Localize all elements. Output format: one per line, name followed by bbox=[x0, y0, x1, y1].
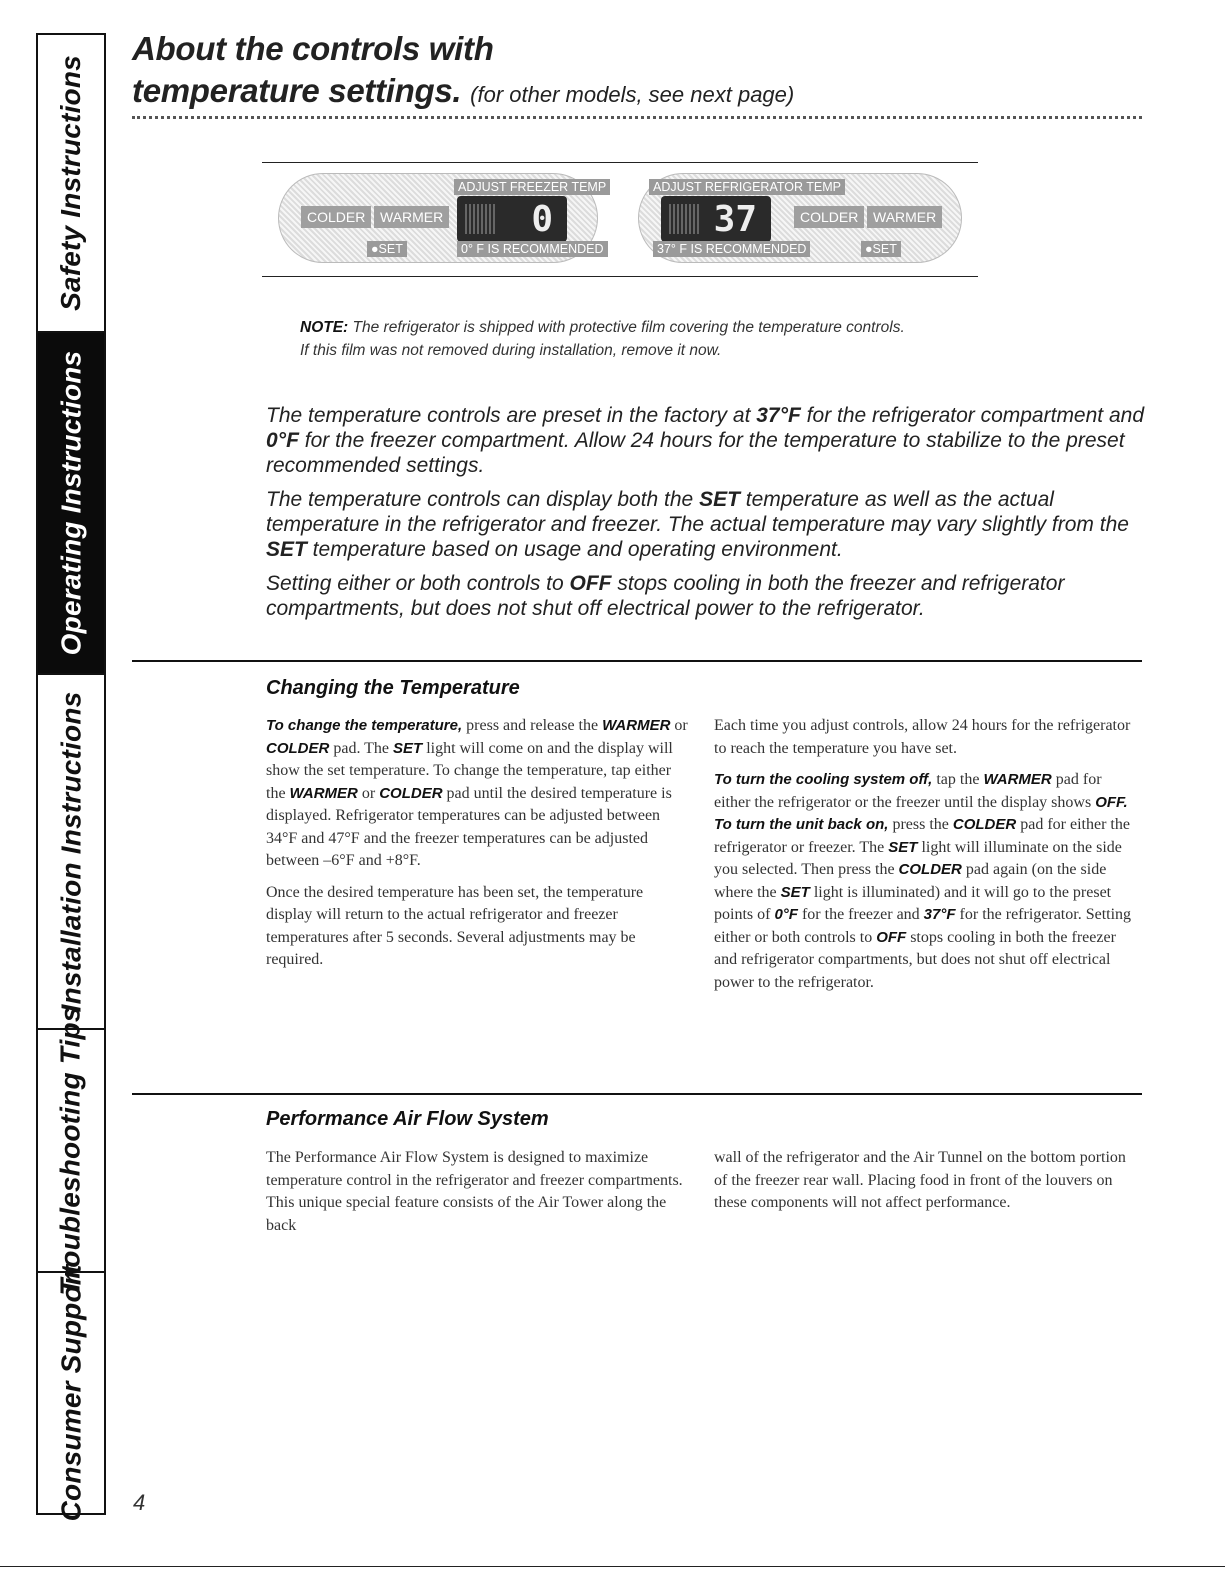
changing-paragraph bbox=[266, 882, 690, 972]
changing-paragraph bbox=[714, 715, 1138, 760]
title-divider bbox=[132, 116, 1142, 119]
emphasis-text: SET bbox=[393, 739, 423, 757]
emphasis-text: SET bbox=[888, 838, 918, 856]
body-text: light will illuminate on the side you selected. Then press the bbox=[714, 838, 1122, 878]
emphasis-text: To turn the unit back on, bbox=[714, 816, 889, 833]
refrigerator-control bbox=[638, 173, 962, 263]
intro-text: Setting either or both controls to bbox=[266, 572, 570, 595]
intro-paragraph-display bbox=[266, 487, 1146, 562]
intro-text: The temperature controls can display both the bbox=[266, 488, 700, 511]
freezer-colder-button[interactable]: COLDER bbox=[301, 206, 371, 228]
body-text: pad for either the refrigerator or the freezer until the display shows bbox=[714, 771, 1102, 811]
refrigerator-set-indicator: ●SET bbox=[861, 241, 901, 257]
emphasis-text: COLDER bbox=[952, 816, 1017, 833]
refrigerator-warmer-button[interactable]: WARMER bbox=[867, 206, 942, 228]
changing-left-column bbox=[266, 715, 690, 981]
display-segment-block bbox=[669, 204, 699, 234]
emphasis-text: WARMER bbox=[983, 771, 1052, 788]
intro-emphasis: 0°F bbox=[266, 429, 299, 452]
refrigerator-display-value: 37 bbox=[713, 198, 757, 240]
body-text: Each time you adjust controls, allow 24 hours for the refrigerator to reach the temperature you have set. bbox=[714, 717, 1131, 757]
body-text: stops cooling in both the freezer and refrigerator compartments, but does not shut off electrical power to the refrigerator. bbox=[714, 928, 1116, 991]
control-panel-illustration bbox=[278, 173, 962, 263]
emphasis-text: COLDER bbox=[379, 784, 443, 802]
section-heading-changing-temperature: Changing the Temperature bbox=[266, 677, 520, 699]
freezer-set-indicator: ●SET bbox=[367, 241, 407, 257]
tab-installation-instructions[interactable] bbox=[38, 675, 104, 1030]
body-text: pad for either the refrigerator or freezer. The bbox=[714, 816, 1130, 856]
tab-safety-instructions[interactable] bbox=[38, 35, 104, 333]
title-subtitle: (for other models, see next page) bbox=[470, 82, 795, 107]
body-text: tap the bbox=[932, 771, 984, 788]
intro-emphasis: SET bbox=[699, 488, 740, 511]
freezer-display bbox=[457, 196, 567, 242]
freezer-recommended: 0° F IS RECOMMENDED bbox=[457, 241, 608, 257]
intro-text: The temperature controls are preset in the factory at bbox=[266, 404, 757, 427]
tab-label: Operating Instructions bbox=[55, 350, 86, 656]
refrigerator-colder-button[interactable]: COLDER bbox=[794, 206, 864, 228]
page-number: 4 bbox=[133, 1490, 146, 1515]
body-text: pad until the desired temperature is displayed. Refrigerator temperatures can be adjusted between 34°F and 47°F and the freezer temperatures can be adjusted between –6°F and +8°F. bbox=[266, 784, 672, 869]
tab-label: Troubleshooting Tips bbox=[55, 1005, 86, 1296]
emphasis-text: COLDER bbox=[898, 861, 962, 878]
body-text: for the freezer and bbox=[797, 906, 924, 923]
display-segment-block bbox=[465, 204, 495, 234]
emphasis-text: SET bbox=[780, 883, 810, 901]
tab-label: Installation Instructions bbox=[55, 691, 86, 1012]
intro-text: stops cooling in both the freezer and refrigerator compartments, but does not shut off electrical power to the refrigerator. bbox=[266, 572, 1065, 620]
body-text: Once the desired temperature has been set, the temperature display will return to the actual refrigerator and freezer temperatures after 5 seconds. Several adjustments may be required. bbox=[266, 883, 644, 968]
changing-paragraph bbox=[714, 769, 1138, 994]
page-title-line1: About the controls with bbox=[132, 30, 494, 67]
emphasis-text: To change the temperature, bbox=[266, 717, 463, 734]
emphasis-text: OFF. bbox=[1095, 793, 1128, 811]
refrigerator-heading: ADJUST REFRIGERATOR TEMP bbox=[649, 179, 845, 195]
airflow-paragraph: The Performance Air Flow System is designed to maximize temperature control in the refrigerator and freezer compartments. This unique special feature consists of the Air Tower along the back bbox=[266, 1149, 683, 1234]
body-text: pad again (on the side where the bbox=[714, 861, 1107, 901]
emphasis-text: OFF bbox=[876, 928, 907, 946]
freezer-display-value: 0 bbox=[531, 198, 553, 240]
note-label: NOTE: bbox=[300, 319, 349, 336]
intro-emphasis: OFF bbox=[569, 572, 612, 595]
section-divider bbox=[132, 1093, 1142, 1095]
changing-paragraph bbox=[266, 715, 690, 873]
body-text: pad. The bbox=[329, 739, 394, 757]
emphasis-text: 0°F bbox=[774, 906, 798, 923]
panel-bottom-rule bbox=[262, 276, 978, 277]
intro-emphasis: 37°F bbox=[756, 404, 801, 427]
title-main: temperature settings. bbox=[132, 72, 462, 109]
emphasis-text: 37°F bbox=[923, 906, 956, 923]
emphasis-text: WARMER bbox=[289, 784, 358, 802]
body-text: or bbox=[670, 717, 688, 734]
body-text: press and release the bbox=[462, 717, 603, 734]
refrigerator-recommended: 37° F IS RECOMMENDED bbox=[653, 241, 810, 257]
emphasis-text: To turn the cooling system off, bbox=[714, 771, 933, 788]
body-text: or bbox=[357, 784, 380, 802]
airflow-paragraph: wall of the refrigerator and the Air Tunnel on the bottom portion of the freezer rear wall. Placing food in front of the louvers on these components will not affect performance. bbox=[714, 1149, 1126, 1211]
intro-paragraph-off bbox=[266, 571, 1146, 621]
intro-text: temperature based on usage and operating environment. bbox=[306, 538, 843, 561]
note-line2: If this film was not removed during installation, remove it now. bbox=[300, 342, 722, 359]
airflow-right-column bbox=[714, 1147, 1138, 1224]
body-text: light is illuminated) and it will go to the preset points of bbox=[714, 883, 1112, 923]
note-line1: The refrigerator is shipped with protective film covering the temperature controls. bbox=[352, 319, 905, 336]
refrigerator-display bbox=[661, 196, 771, 242]
body-text: press the bbox=[888, 816, 953, 833]
airflow-left-column bbox=[266, 1147, 690, 1246]
tab-label: Consumer Support bbox=[55, 1264, 87, 1522]
freezer-warmer-button[interactable]: WARMER bbox=[374, 206, 449, 228]
body-text: light will come on and the display will show the set temperature. To change the temperature, tap either the bbox=[266, 739, 673, 802]
body-text: for the refrigerator. Setting either or both controls to bbox=[714, 906, 1132, 946]
intro-paragraph-presets bbox=[266, 403, 1146, 478]
freezer-control bbox=[278, 173, 607, 263]
intro-text: for the refrigerator compartment and bbox=[800, 404, 1145, 427]
intro-text: for the freezer compartment. Allow 24 hours for the temperature to stabilize to the preset recommended settings. bbox=[266, 429, 1125, 477]
film-note bbox=[300, 316, 905, 362]
emphasis-text: COLDER bbox=[266, 739, 330, 757]
section-heading-air-flow: Performance Air Flow System bbox=[266, 1108, 549, 1130]
section-divider bbox=[132, 660, 1142, 662]
intro-emphasis: SET bbox=[266, 538, 307, 561]
tab-operating-instructions[interactable] bbox=[38, 333, 104, 675]
page-title-line2 bbox=[132, 72, 794, 110]
changing-right-column bbox=[714, 715, 1138, 1003]
tab-troubleshooting-tips[interactable] bbox=[38, 1005, 104, 1296]
freezer-heading: ADJUST FREEZER TEMP bbox=[454, 179, 610, 195]
section-tab-rail bbox=[36, 33, 106, 1522]
page-bottom-rule bbox=[0, 1566, 1225, 1567]
panel-top-rule bbox=[262, 162, 978, 163]
intro-text: temperature as well as the actual temperature in the refrigerator and freezer. The actual temperature may vary slightly from the bbox=[266, 488, 1129, 536]
tab-label: Safety Instructions bbox=[55, 55, 87, 311]
tab-consumer-support[interactable] bbox=[38, 1264, 104, 1522]
emphasis-text: WARMER bbox=[602, 717, 671, 734]
